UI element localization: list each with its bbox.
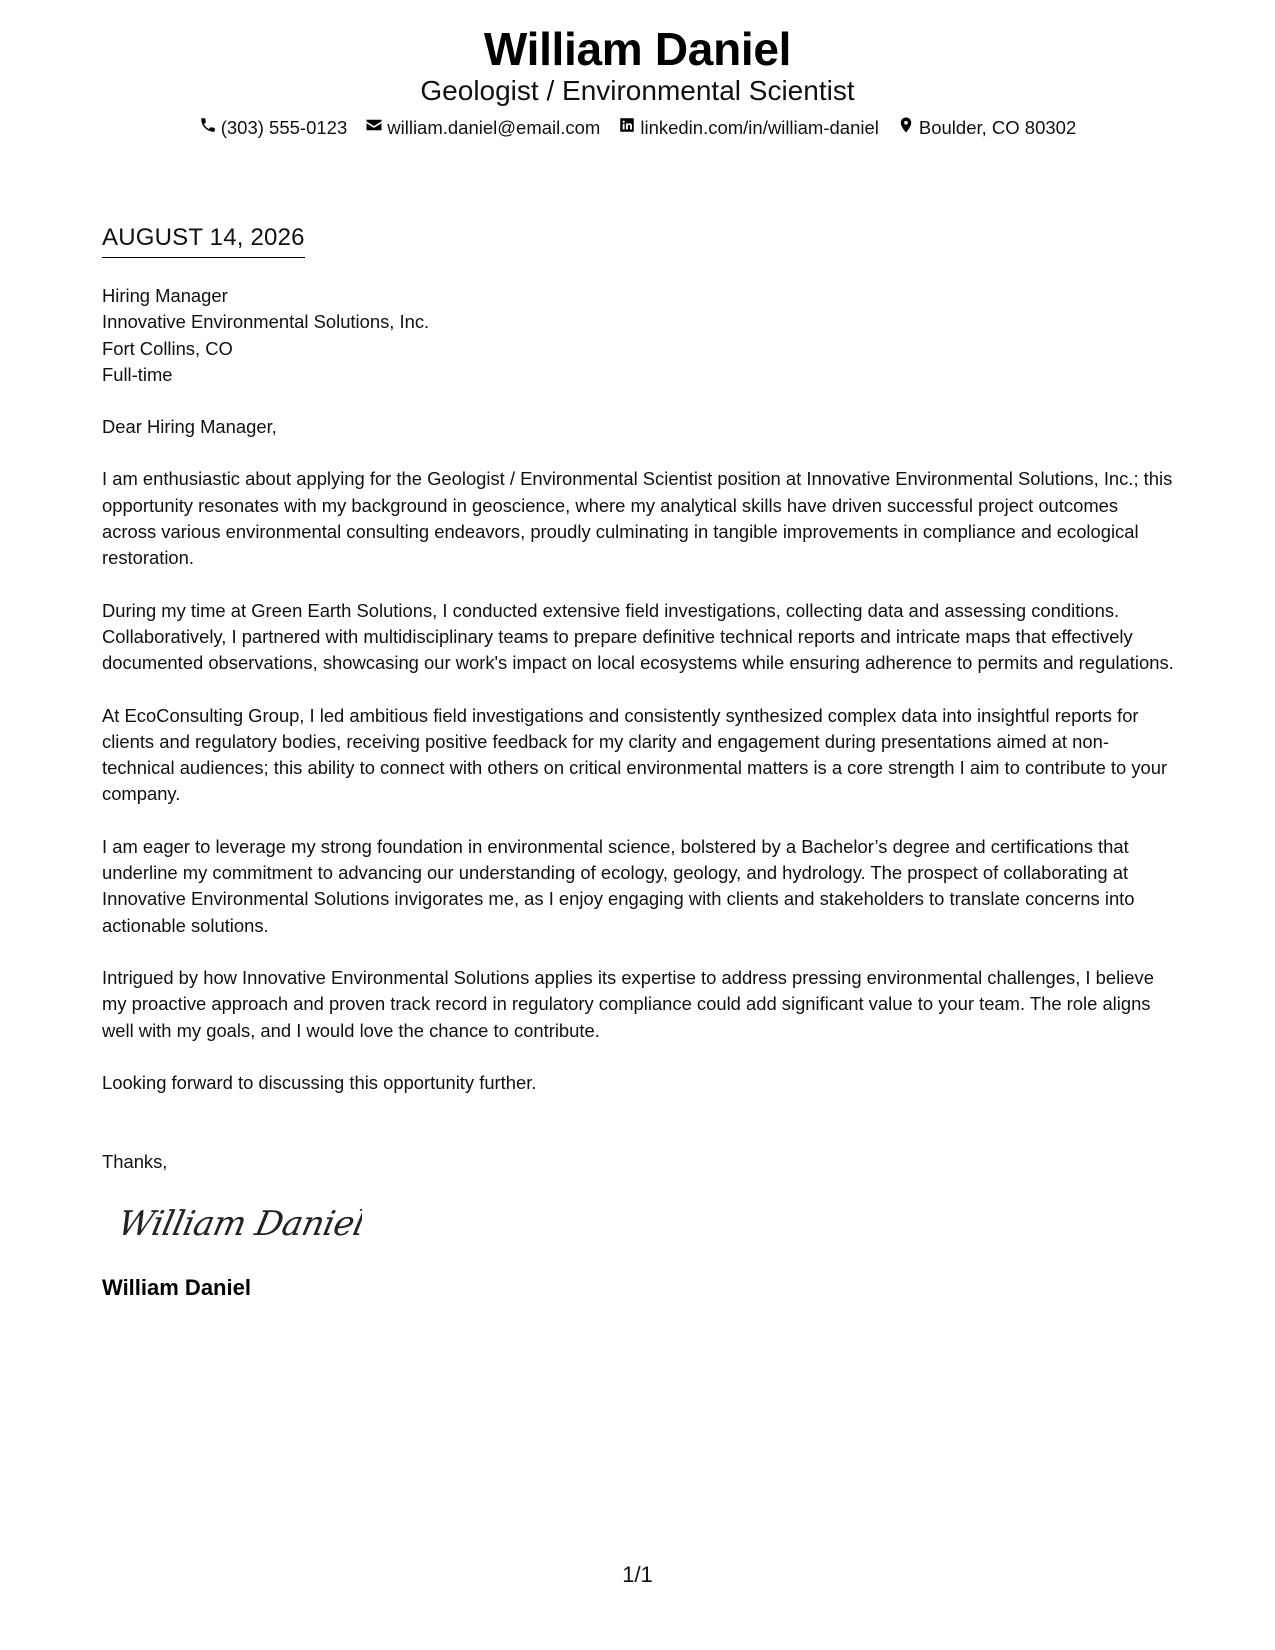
contact-linkedin	[618, 116, 879, 140]
location-text: Boulder, CO 80302	[918, 117, 1077, 138]
contact-bar	[0, 116, 1275, 140]
body-paragraph: At EcoConsulting Group, I led ambitious field investigations and consistently synthesized complex data into insightful reports for clients and regulatory bodies, receiving positive feedback for my clarity and engagement during presentations aimed at non-technical audiences; this ability to connect with others on critical environmental matters is a core strength I aim to contribute to your company.	[102, 704, 1168, 805]
contact-email	[365, 116, 600, 140]
email-text: william.daniel@email.com	[387, 117, 601, 138]
letter-header	[0, 22, 1275, 140]
recipient-line: Fort Collins, CO	[102, 337, 233, 359]
date-block	[102, 223, 305, 258]
recipient-block	[102, 283, 1177, 388]
body-paragraph: I am eager to leverage my strong foundation in environmental science, bolstered by a Bachelor’s degree and certifications that underline my commitment to advancing our understanding of ecology, geology, and hydrology. The prospect of collaborating at Innovative Environmental Solutions invigorates me, as I enjoy engaging with clients and stakeholders to translate concerns into actionable solutions.	[102, 835, 1135, 936]
body-paragraph: Intrigued by how Innovative Environmental Solutions applies its expertise to address pressing environmental challenges, I believe my proactive approach and proven track record in regulatory compliance could add significant value to your team. The role aligns well with my goals, and I would love the chance to contribute.	[102, 966, 1154, 1041]
linkedin-icon	[618, 116, 636, 140]
linkedin-text: linkedin.com/in/william-daniel	[640, 117, 879, 138]
applicant-name: William Daniel	[483, 23, 792, 75]
signature-text: William Daniel	[114, 1204, 362, 1245]
phone-text: (303) 555-0123	[220, 117, 348, 138]
envelope-icon	[365, 116, 383, 140]
salutation: Dear Hiring Manager,	[102, 416, 277, 438]
closing: Thanks,	[102, 1151, 168, 1173]
contact-location	[897, 116, 1076, 140]
applicant-title: Geologist / Environmental Scientist	[420, 75, 855, 106]
body-paragraph: During my time at Green Earth Solutions, I conducted extensive field investigations, collecting data and assessing conditions. Collaboratively, I partnered with multidisciplinary teams to prepare definitive technical reports and intricate maps that effectively documented observations, showcasing our work's impact on local ecosystems while ensuring adherence to permits and regulations.	[102, 599, 1174, 674]
body-paragraph: I am enthusiastic about applying for the Geologist / Environmental Scientist position at Innovative Environmental Solutions, Inc.; this opportunity resonates with my background in geoscience, where my analytical skills have driven successful project outcomes across various environmental consulting endeavors, proudly culminating in tangible improvements in compliance and ecological restoration.	[102, 468, 1173, 569]
phone-icon	[199, 116, 217, 140]
contact-phone	[199, 116, 348, 140]
body-paragraph: Looking forward to discussing this opportunity further.	[102, 1071, 537, 1093]
map-pin-icon	[897, 116, 915, 140]
recipient-line: Innovative Environmental Solutions, Inc.	[102, 311, 430, 333]
letter-date: AUGUST 14, 2026	[102, 223, 305, 258]
recipient-line: Hiring Manager	[102, 285, 228, 306]
handwritten-signature	[112, 1199, 362, 1247]
recipient-line: Full-time	[102, 363, 173, 385]
letter-body	[102, 283, 1177, 1302]
page-indicator: 1/1	[622, 1562, 653, 1587]
signed-name: William Daniel	[102, 1275, 251, 1301]
